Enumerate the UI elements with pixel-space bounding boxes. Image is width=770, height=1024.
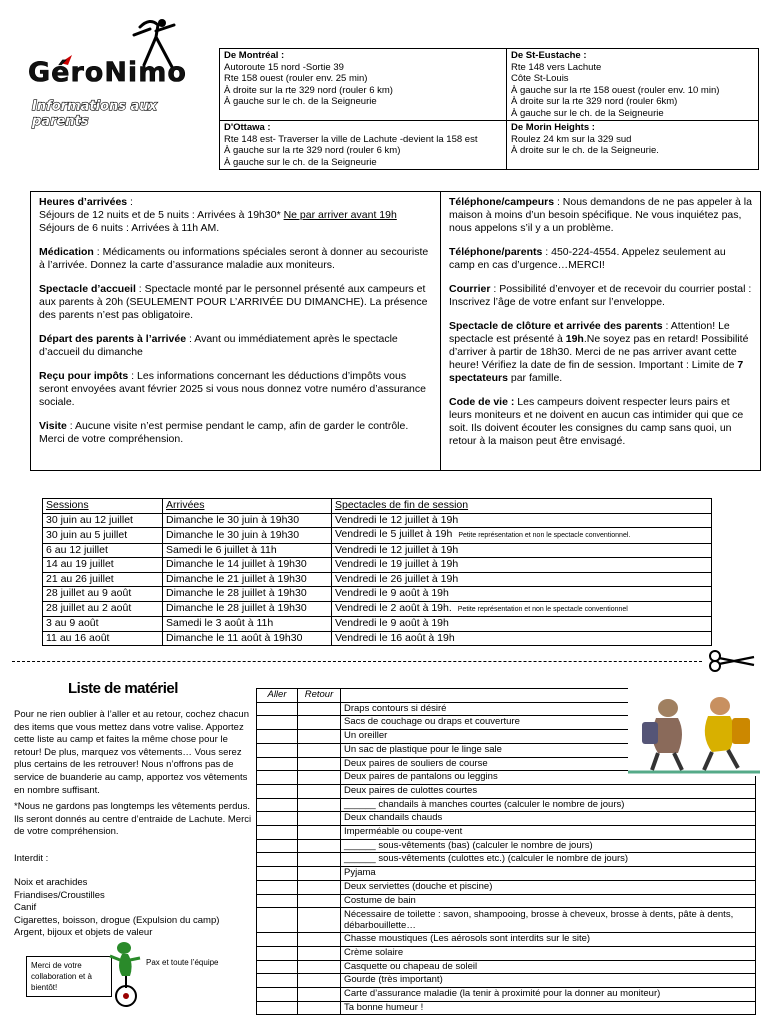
- spectacle-section: [39, 283, 432, 322]
- aller-checkbox[interactable]: [257, 743, 298, 757]
- session-row: [43, 513, 712, 528]
- aller-checkbox[interactable]: [257, 702, 298, 716]
- session-show: Vendredi le 9 août à 19h: [335, 617, 449, 629]
- session-arrival: Dimanche le 14 juillet à 19h30: [163, 558, 332, 573]
- session-arrival: Dimanche le 21 juillet à 19h30: [163, 572, 332, 587]
- aller-checkbox[interactable]: [257, 757, 298, 771]
- material-item: Crème solaire: [341, 946, 756, 960]
- directions-table: [219, 48, 759, 170]
- retour-checkbox[interactable]: [298, 757, 341, 771]
- st-eustache-title: De St-Eustache :: [511, 50, 587, 61]
- session-dates: 21 au 26 juillet: [43, 572, 163, 587]
- closing-time: 19h: [565, 333, 584, 345]
- medication-label: Médication: [39, 246, 94, 258]
- conduct-section: [449, 396, 752, 448]
- receipt-text: : Les informations concernant les déductions d’impôts vous seront envoyées avant février 2025 si vous nous donnez votre numéro d’assurance sociale.: [39, 370, 426, 408]
- material-item: Deux paires de pantalons ou leggins: [341, 771, 756, 785]
- ottawa-title: D'Ottawa :: [224, 122, 271, 133]
- material-row: [257, 933, 756, 947]
- medication-section: [39, 246, 432, 272]
- forbidden-list: [14, 877, 219, 940]
- material-item: Deux paires de souliers de course: [341, 757, 756, 771]
- session-show-cell: [332, 587, 712, 602]
- closing-text: par famille.: [507, 372, 563, 384]
- session-show: Vendredi le 12 juillet à 19h: [335, 513, 459, 526]
- st-eustache-line: Rte 148 vers Lachute: [511, 61, 602, 73]
- session-show-cell: [332, 528, 712, 544]
- morin-line: Roulez 24 km sur la 329 sud: [511, 133, 632, 145]
- retour-checkbox[interactable]: [298, 853, 341, 867]
- session-arrival: Dimanche le 28 juillet à 19h30: [163, 601, 332, 617]
- directions-morin: [507, 121, 759, 170]
- forbidden-item: Cigarettes, boisson, drogue (Expulsion du camp): [14, 914, 220, 926]
- closing-limit: 7 spectateurs: [449, 359, 744, 384]
- retour-checkbox[interactable]: [298, 798, 341, 812]
- session-dates: 30 juin au 5 juillet: [43, 528, 163, 544]
- material-row: [257, 812, 756, 826]
- material-item: Un sac de plastique pour le linge sale: [341, 743, 756, 757]
- aller-checkbox[interactable]: [257, 933, 298, 947]
- mail-label: Courrier: [449, 283, 491, 295]
- scissors-icon: [708, 650, 756, 672]
- session-show-cell: [332, 631, 712, 646]
- session-note: Petite représentation et non le spectacle conventionnel: [457, 605, 628, 613]
- retour-checkbox[interactable]: [298, 974, 341, 988]
- morin-title: De Morin Heights :: [511, 122, 595, 133]
- session-row: [43, 558, 712, 573]
- aller-checkbox[interactable]: [257, 839, 298, 853]
- montreal-line: À gauche sur le ch. de la Seigneurie: [224, 96, 377, 107]
- retour-checkbox[interactable]: [298, 894, 341, 908]
- retour-checkbox[interactable]: [298, 839, 341, 853]
- session-row: [43, 617, 712, 632]
- session-dates: 6 au 12 juillet: [43, 543, 163, 558]
- aller-checkbox[interactable]: [257, 1001, 298, 1015]
- retour-checkbox[interactable]: [298, 771, 341, 785]
- logo: [22, 15, 187, 129]
- arrivals-sep: :: [127, 196, 133, 208]
- col-aller-header: Aller: [257, 689, 298, 703]
- closing-label: Spectacle de clôture et arrivée des parents: [449, 320, 663, 332]
- medication-text: : Médicaments ou informations spéciales seront à donner au secouriste à l’arrivée. Donnez la carte d’assurance maladie aux moniteurs.: [39, 246, 429, 271]
- forbidden-item: Friandises/Croustilles: [14, 889, 105, 901]
- session-row: [43, 587, 712, 602]
- material-item: Gourde (très important): [341, 974, 756, 988]
- session-show: Vendredi le 9 août à 19h: [335, 587, 449, 599]
- retour-checkbox[interactable]: [298, 826, 341, 840]
- material-row: [257, 784, 756, 798]
- retour-checkbox[interactable]: [298, 716, 341, 730]
- session-row: [43, 572, 712, 587]
- retour-checkbox[interactable]: [298, 784, 341, 798]
- session-arrival: Samedi le 6 juillet à 11h: [163, 543, 332, 558]
- st-eustache-line: À gauche sur la rte 158 ouest (rouler env. 10 min): [511, 84, 720, 96]
- st-eustache-line: À gauche sur le ch. de la Seigneurie: [511, 107, 664, 119]
- info-right-column: [441, 192, 761, 471]
- aller-checkbox[interactable]: [257, 908, 298, 933]
- phone-parents-label: Téléphone/parents: [449, 246, 543, 258]
- visit-section: [39, 420, 432, 446]
- aller-checkbox[interactable]: [257, 771, 298, 785]
- phone-campers-text: : Nous demandons de ne pas appeler à la maison à moins d’un besoin spécifique. Ne vous inquiétez pas, nous appelons s’il y a un problème.: [449, 196, 752, 234]
- montreal-line: Autoroute 15 nord -Sortie 39: [224, 61, 344, 73]
- aller-checkbox[interactable]: [257, 812, 298, 826]
- materials-note: *Nous ne gardons pas longtemps les vêtements perdus. Ils seront donnés au centre d’entraide de Lachute. Merci de votre compréhension.: [14, 801, 252, 838]
- departure-section: [39, 333, 432, 359]
- retour-checkbox[interactable]: [298, 946, 341, 960]
- departure-text: : Avant ou immédiatement après le spectacle d’accueil du dimanche: [39, 333, 398, 358]
- montreal-line: Rte 158 ouest (rouler env. 25 min): [224, 73, 368, 84]
- session-dates: 30 juin au 12 juillet: [43, 513, 163, 528]
- departure-label: Départ des parents à l’arrivée: [39, 333, 187, 345]
- st-eustache-line: Côte St-Louis: [511, 73, 569, 84]
- directions-st-eustache: [507, 49, 759, 121]
- material-row: [257, 946, 756, 960]
- retour-checkbox[interactable]: [298, 812, 341, 826]
- session-note: Petite représentation et non le spectacle conventionnel.: [458, 532, 631, 539]
- material-item: ______ chandails à manches courtes (calculer le nombre de jours): [341, 798, 756, 812]
- visit-label: Visite: [39, 420, 67, 432]
- session-arrival: Dimanche le 30 juin à 19h30: [163, 528, 332, 544]
- thanks-box: Merci de votre collaboration et à bientôt!: [26, 956, 112, 997]
- material-row: [257, 960, 756, 974]
- aller-checkbox[interactable]: [257, 880, 298, 894]
- session-row: [43, 601, 712, 617]
- sessions-header-arrival: Arrivées: [163, 499, 332, 514]
- retour-checkbox[interactable]: [298, 880, 341, 894]
- material-item: Casquette ou chapeau de soleil: [341, 960, 756, 974]
- session-dates: 11 au 16 août: [43, 631, 163, 646]
- materials-intro: Pour ne rien oublier à l’aller et au retour, cochez chacun des items que vous mettez dans votre valise. Apportez cette liste au camp et faites la même chose pour le retour! De plus, marquez vos vêtements… Vous serez plus certains de les retrouver! Nous n’offrons pas de service de buanderie au camp, apportez vos vêtements en nombre suffisant.: [14, 709, 249, 796]
- col-retour-header: Retour: [298, 689, 341, 703]
- unicycle-mascot-icon: [106, 938, 146, 1008]
- morin-line: À droite sur le ch. de la Seigneurie.: [511, 145, 659, 156]
- phone-parents-section: [449, 246, 752, 272]
- material-item: Draps contours si désiré: [341, 702, 756, 716]
- material-row: [257, 908, 756, 933]
- aller-checkbox[interactable]: [257, 946, 298, 960]
- directions-montreal: [220, 49, 507, 121]
- forbidden-label: Interdit :: [14, 853, 49, 864]
- session-arrival: Dimanche le 11 août à 19h30: [163, 631, 332, 646]
- session-show-cell: [332, 617, 712, 632]
- aller-checkbox[interactable]: [257, 826, 298, 840]
- material-item: Deux serviettes (douche et piscine): [341, 880, 756, 894]
- aller-checkbox[interactable]: [257, 730, 298, 744]
- session-show: Vendredi le 12 juillet à 19h: [335, 543, 459, 556]
- session-dates: 3 au 9 août: [43, 617, 163, 632]
- info-table: [30, 191, 761, 471]
- arrivals-warning: Ne par arriver avant 19h: [283, 209, 397, 221]
- material-item: ______ sous-vêtements (culottes etc.) (calculer le nombre de jours): [341, 853, 756, 867]
- directions-ottawa: [220, 121, 507, 170]
- material-item: ______ sous-vêtements (bas) (calculer le nombre de jours): [341, 839, 756, 853]
- mail-text: : Possibilité d’envoyer et de recevoir du courrier postal : Inscrivez l’âge de votre enfant sur l’enveloppe.: [449, 283, 752, 308]
- session-show-cell: [332, 558, 712, 573]
- session-show-cell: [332, 513, 712, 528]
- phone-campers-label: Téléphone/campeurs: [449, 196, 555, 208]
- material-row: [257, 974, 756, 988]
- visit-text: : Aucune visite n’est permise pendant le camp, afin de garder le contrôle. Merci de votre compréhension.: [39, 420, 409, 445]
- logo-subtitle: Informations aux parents: [32, 99, 157, 129]
- session-dates: 14 au 19 juillet: [43, 558, 163, 573]
- material-item: Deux chandails chauds: [341, 812, 756, 826]
- material-item: Pyjama: [341, 867, 756, 881]
- material-row: [257, 798, 756, 812]
- arrivals-label: Heures d’arrivées: [39, 196, 128, 208]
- material-item: Deux paires de culottes courtes: [341, 784, 756, 798]
- info-left-column: [31, 192, 441, 471]
- sessions-header-show: Spectacles de fin de session: [332, 499, 712, 514]
- session-show: Vendredi le 2 août à 19h.: [335, 601, 452, 614]
- session-show-cell: [332, 543, 712, 558]
- arrivals-line: Séjours de 12 nuits et de 5 nuits : Arrivées à 19h30*: [39, 209, 284, 221]
- retour-checkbox[interactable]: [298, 988, 341, 1002]
- arrivals-section: [39, 196, 432, 235]
- receipt-label: Reçu pour impôts: [39, 370, 129, 382]
- aller-checkbox[interactable]: [257, 988, 298, 1002]
- ottawa-line: À gauche sur la rte 329 nord (rouler 6 km): [224, 145, 401, 156]
- material-row: [257, 988, 756, 1002]
- materials-title: Liste de matériel: [68, 680, 178, 697]
- aller-checkbox[interactable]: [257, 974, 298, 988]
- retour-checkbox[interactable]: [298, 743, 341, 757]
- material-row: [257, 853, 756, 867]
- material-row: [257, 1001, 756, 1015]
- retour-checkbox[interactable]: [298, 867, 341, 881]
- session-dates: 28 juillet au 9 août: [43, 587, 163, 602]
- signature: Pax et toute l’équipe: [146, 958, 219, 967]
- forbidden-item: Argent, bijoux et objets de valeur: [14, 927, 153, 939]
- aller-checkbox[interactable]: [257, 798, 298, 812]
- material-item: Ta bonne humeur !: [341, 1001, 756, 1015]
- aller-checkbox[interactable]: [257, 894, 298, 908]
- material-item: Costume de bain: [341, 894, 756, 908]
- closing-text: : Attention! Le spectacle est présenté à: [449, 320, 730, 345]
- cut-line: [12, 661, 702, 662]
- closing-text: .Ne soyez pas en retard! Possibilité d’arriver à partir de 18h30. Merci de ne pas arriver avant cette heure! Vérifiez la date de fin de session. Important : Limite de: [449, 333, 749, 371]
- material-item: Nécessaire de toilette : savon, shampooing, brosse à cheveux, brosse à dents, pâte à dents, débarbouillette…: [341, 908, 756, 933]
- material-item: Sacs de couchage ou draps et couverture: [341, 716, 756, 730]
- material-item: Imperméable ou coupe-vent: [341, 826, 756, 840]
- retour-checkbox[interactable]: [298, 908, 341, 933]
- campers-illustration-icon: [628, 688, 760, 776]
- session-show: Vendredi le 5 juillet à 19h: [335, 528, 453, 540]
- mail-section: [449, 283, 752, 309]
- retour-checkbox[interactable]: [298, 933, 341, 947]
- retour-checkbox[interactable]: [298, 960, 341, 974]
- session-show-cell: [332, 572, 712, 587]
- retour-checkbox[interactable]: [298, 702, 341, 716]
- session-arrival: Dimanche le 28 juillet à 19h30: [163, 587, 332, 602]
- aller-checkbox[interactable]: [257, 960, 298, 974]
- conduct-label: Code de vie :: [449, 396, 515, 408]
- arrivals-line: Séjours de 6 nuits : Arrivées à 11h AM.: [39, 222, 220, 234]
- session-row: [43, 528, 712, 544]
- closing-section: [449, 320, 752, 385]
- session-show: Vendredi le 26 juillet à 19h: [335, 572, 459, 585]
- session-dates: 28 juillet au 2 août: [43, 601, 163, 617]
- session-row: [43, 631, 712, 646]
- aller-checkbox[interactable]: [257, 867, 298, 881]
- montreal-title: De Montréal :: [224, 50, 285, 61]
- montreal-line: À droite sur la rte 329 nord (rouler 6 km): [224, 84, 393, 96]
- material-row: [257, 839, 756, 853]
- material-row: [257, 826, 756, 840]
- retour-checkbox[interactable]: [298, 730, 341, 744]
- ottawa-line: À gauche sur le ch. de la Seigneurie: [224, 156, 377, 168]
- material-row: [257, 867, 756, 881]
- material-row: [257, 894, 756, 908]
- sessions-table: [42, 498, 712, 646]
- conduct-text: Les campeurs doivent respecter leurs pairs et leurs moniteurs et ne doivent en aucun cas intimider qui que ce soit. Ils doivent écouter les consignes du camp sans quoi, un retour à la maison peut être envisagé.: [449, 396, 744, 447]
- spectacle-text: : Spectacle monté par le personnel présenté aux campeurs et aux parents à 20h (SEULEMENT POUR L’ARRIVÉE DU DIMANCHE). La présence des parents n’est pas obligatoire.: [39, 283, 428, 321]
- ottawa-line: Rte 148 est- Traverser la ville de Lachute -devient la 158 est: [224, 133, 478, 145]
- session-arrival: Dimanche le 30 juin à 19h30: [163, 513, 332, 528]
- sessions-header-session: Sessions: [43, 499, 163, 514]
- spectacle-label: Spectacle d’accueil: [39, 283, 136, 295]
- session-show: Vendredi le 19 juillet à 19h: [335, 558, 459, 570]
- phone-parents-text: : 450-224-4554. Appelez seulement au camp en cas d’urgence…MERCI!: [449, 246, 726, 271]
- material-row: [257, 880, 756, 894]
- receipt-section: [39, 370, 432, 409]
- aller-checkbox[interactable]: [257, 853, 298, 867]
- material-item: Carte d’assurance maladie (la tenir à proximité pour la donner au moniteur): [341, 988, 756, 1002]
- phone-campers-section: [449, 196, 752, 235]
- sessions-header: [43, 499, 712, 514]
- session-arrival: Samedi le 3 août à 11h: [163, 617, 332, 632]
- aller-checkbox[interactable]: [257, 784, 298, 798]
- session-show-cell: [332, 601, 712, 617]
- material-item: Chasse moustiques (Les aérosols sont interdits sur le site): [341, 933, 756, 947]
- forbidden-item: Noix et arachides: [14, 877, 88, 888]
- retour-checkbox[interactable]: [298, 1001, 341, 1015]
- forbidden-item: Canif: [14, 902, 37, 914]
- logo-name: GéroNimo: [28, 57, 187, 88]
- st-eustache-line: À droite sur la rte 329 nord (rouler 6km): [511, 96, 678, 107]
- session-row: [43, 543, 712, 558]
- material-item: Un oreiller: [341, 730, 756, 744]
- aller-checkbox[interactable]: [257, 716, 298, 730]
- session-show: Vendredi le 16 août à 19h: [335, 631, 455, 644]
